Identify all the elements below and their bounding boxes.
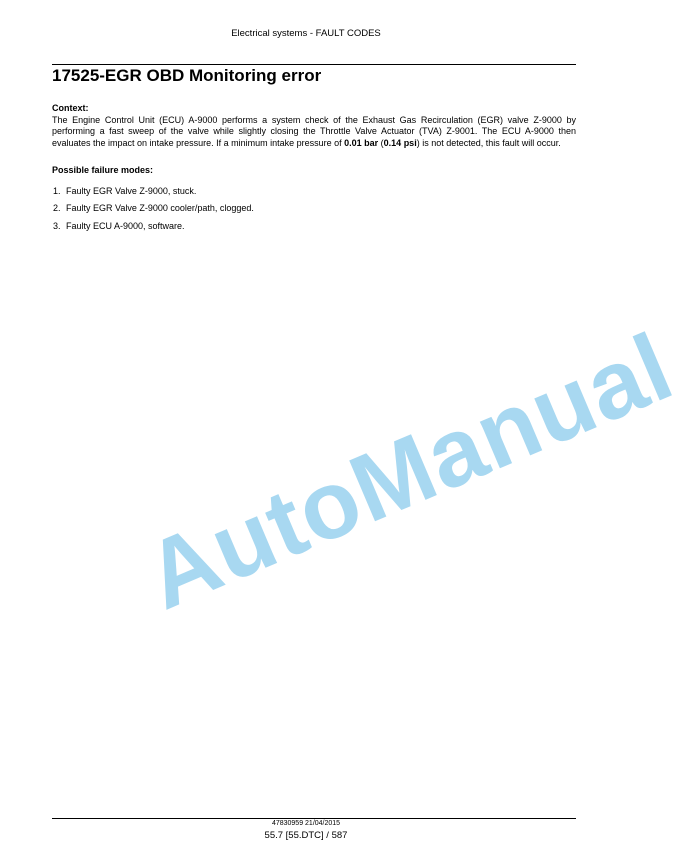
context-text-1: The Engine Control Unit (ECU) A-9000 performs a system check of the Exhaust Gas Recirculation (EGR) valve Z-9000 by performing a fast sweep of the valve while slightly closing the Throttle Valve Actuator (TVA) Z-9001. The ECU A-9000 then evaluates the impact on intake pressure. If a minimum intake pressure of bbox=[52, 114, 576, 148]
context-heading: Context: bbox=[52, 103, 89, 113]
pressure-bar-value: 0.01 bar bbox=[344, 137, 379, 148]
list-item: 3. Faulty ECU A-9000, software. bbox=[63, 221, 576, 233]
header-divider bbox=[52, 64, 576, 65]
list-item: 2. Faulty EGR Valve Z-9000 cooler/path, clogged. bbox=[63, 203, 576, 215]
context-paragraph bbox=[52, 115, 576, 150]
footer-document-code: 47830959 21/04/2015 bbox=[271, 820, 341, 827]
main-content bbox=[52, 103, 576, 238]
context-text-2: ( bbox=[378, 137, 384, 148]
failure-modes-heading: Possible failure modes: bbox=[52, 165, 154, 175]
watermark-text: AutoManual bbox=[130, 313, 688, 631]
pressure-psi-value: 0.14 psi bbox=[383, 137, 417, 148]
list-item: 1. Faulty EGR Valve Z-9000, stuck. bbox=[63, 186, 576, 198]
failure-modes-list bbox=[52, 186, 576, 233]
context-text-3: ) is not detected, this fault will occur. bbox=[416, 137, 561, 148]
footer-page-number: 55.7 [55.DTC] / 587 bbox=[264, 830, 348, 841]
footer-divider bbox=[52, 818, 576, 819]
page-header: Electrical systems - FAULT CODES bbox=[231, 28, 381, 39]
page-title: 17525-EGR OBD Monitoring error bbox=[52, 66, 322, 85]
